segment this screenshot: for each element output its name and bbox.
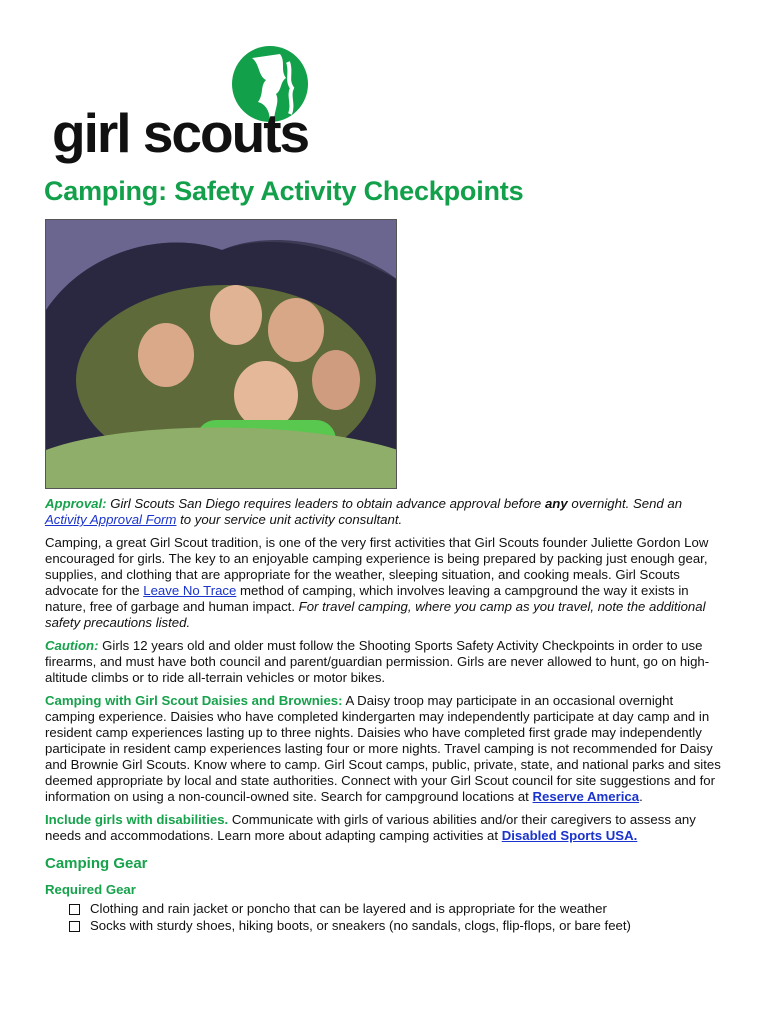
approval-text-3: to your service unit activity consultant.: [180, 512, 403, 528]
daisies-paragraph: [45, 693, 725, 806]
approval-label: Approval:: [45, 496, 107, 511]
intro-italic-note: For travel camping, where you camp as you travel, note the additional safety precautions listed.: [45, 599, 706, 631]
intro-text-1: Camping, a great Girl Scout tradition, is one of the very first activities that Girl Scouts founder Juliette Gordon Low encouraged for girls. The key to an enjoyable camping experience is being prepared by packing just enough gear, supplies, and clothing that are appropriate for the weather, sleeping situation, and cooking meals. Girl Scouts advocate for the: [45, 534, 709, 598]
intro-text-2: method of camping, which involves leaving a campground the way it exists in nature, free of garbage and human impact.: [45, 582, 689, 615]
girls-in-tent-photo: [45, 219, 397, 489]
caution-paragraph: [45, 638, 725, 686]
reserve-america-link[interactable]: Reserve America: [532, 789, 640, 805]
list-item: [69, 901, 725, 917]
camping-gear-heading: Camping Gear: [45, 854, 148, 872]
girl-scouts-logo: [48, 44, 318, 169]
approval-emphasis: any: [544, 496, 568, 511]
approval-text-1: Girl Scouts San Diego requires leaders to obtain advance approval before: [110, 496, 542, 511]
page-title: Camping: Safety Activity Checkpoints: [44, 176, 524, 206]
caution-text: Girls 12 years old and older must follow the Shooting Sports Safety Activity Checkpoints in order to use firearms, and must have both council and parent/guardian permission. Girls are never allowed to hunt, go on high-altitude climbs or to ride all-terrain vehicles or motor bikes.: [45, 637, 710, 685]
approval-text-2: overnight. Send an: [571, 496, 683, 511]
daisies-end: .: [639, 789, 643, 805]
disabled-sports-usa-link[interactable]: Disabled Sports USA.: [501, 827, 638, 843]
checkbox-icon[interactable]: [69, 904, 80, 915]
leave-no-trace-link[interactable]: Leave No Trace: [143, 582, 237, 598]
required-gear-list: [45, 901, 725, 934]
required-gear-subheading: Required Gear: [45, 881, 136, 897]
activity-approval-form-link[interactable]: Activity Approval Form: [45, 512, 177, 528]
daisies-text: A Daisy troop may participate in an occasional overnight camping experience. Daisies who have completed kindergarten may independently participate at day camp and in resident camp experiences lasting up to three nights. Daisies who have completed first grade may independently participate in resident camp experiences lasting four or more nights. Travel camping is not recommended for Daisy and Brownie Girl Scouts. Know where to camp. Girl Scout camps, public, private, state, and national parks and sites deemed appropriate by local and state authorities. Connect with your Girl Scout council for site suggestions and for information on using a non-council-owned site. Search for campground locations at: [45, 692, 721, 805]
gear-item-text: Socks with sturdy shoes, hiking boots, or sneakers (no sandals, clogs, flip-flops, or bare feet): [90, 918, 631, 934]
disabilities-paragraph: [45, 812, 725, 844]
gear-item-text: Clothing and rain jacket or poncho that can be layered and is appropriate for the weather: [90, 901, 607, 917]
list-item: [69, 918, 725, 934]
document-body: [45, 496, 725, 935]
disabilities-text: Communicate with girls of various abilities and/or their caregivers to assess any needs and accommodations. Learn more about adapting camping activities at: [45, 811, 696, 843]
approval-paragraph: [45, 496, 725, 528]
checkbox-icon[interactable]: [69, 921, 80, 932]
intro-paragraph: [45, 535, 725, 632]
logo-wordmark: girl scouts: [52, 102, 309, 164]
caution-label: Caution:: [45, 637, 99, 653]
daisies-label: Camping with Girl Scout Daisies and Brownies:: [45, 692, 343, 708]
disabilities-label: Include girls with disabilities.: [45, 811, 229, 827]
tent-photo-illustration: [46, 220, 397, 489]
